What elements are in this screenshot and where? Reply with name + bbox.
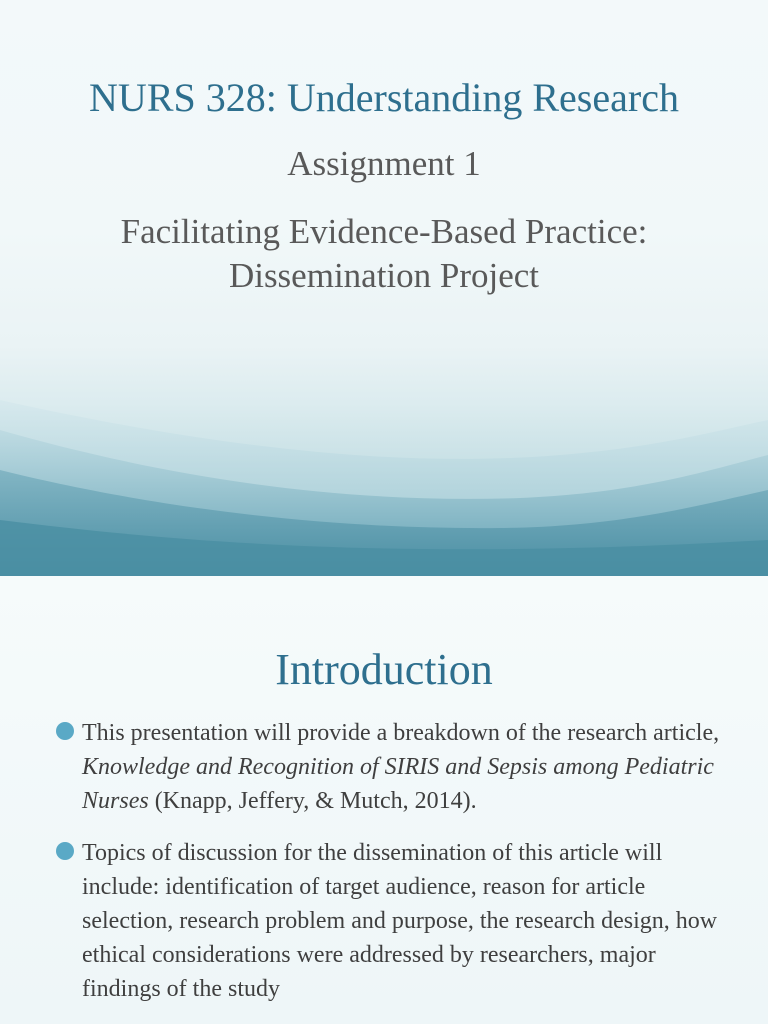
article-title: Knowledge and Recognition of SIRIS and Sepsis among Pediatric Nurses [82, 754, 714, 814]
assignment-subtitle: Assignment 1 [287, 144, 481, 183]
bullet-text-before: This presentation will provide a breakdown of the research article, [82, 720, 720, 746]
bullet-citation: (Knapp, Jeffery, & Mutch, 2014). [148, 788, 477, 814]
bullet-list [56, 716, 736, 1024]
introduction-title: Introduction [275, 645, 493, 694]
bullet-item-topics [56, 836, 736, 1006]
bullet-dot-icon [56, 722, 74, 740]
bullet-topics-text: Topics of discussion for the dissemination of this article will include: identification of target audience, reason for article selection, research problem and purpose, the research design, how ethical considerations were addressed by researchers, major findings of the study [82, 840, 718, 1002]
bullet-item-overview [56, 716, 736, 818]
bullet-dot-icon [56, 842, 74, 860]
project-subtitle [0, 210, 768, 298]
introduction-slide [0, 576, 768, 1024]
project-subtitle-line-1: Facilitating Evidence-Based Practice: [120, 212, 648, 251]
slide-title: NURS 328: Understanding Research [89, 75, 679, 120]
project-subtitle-line-2: Dissemination Project [228, 256, 540, 295]
